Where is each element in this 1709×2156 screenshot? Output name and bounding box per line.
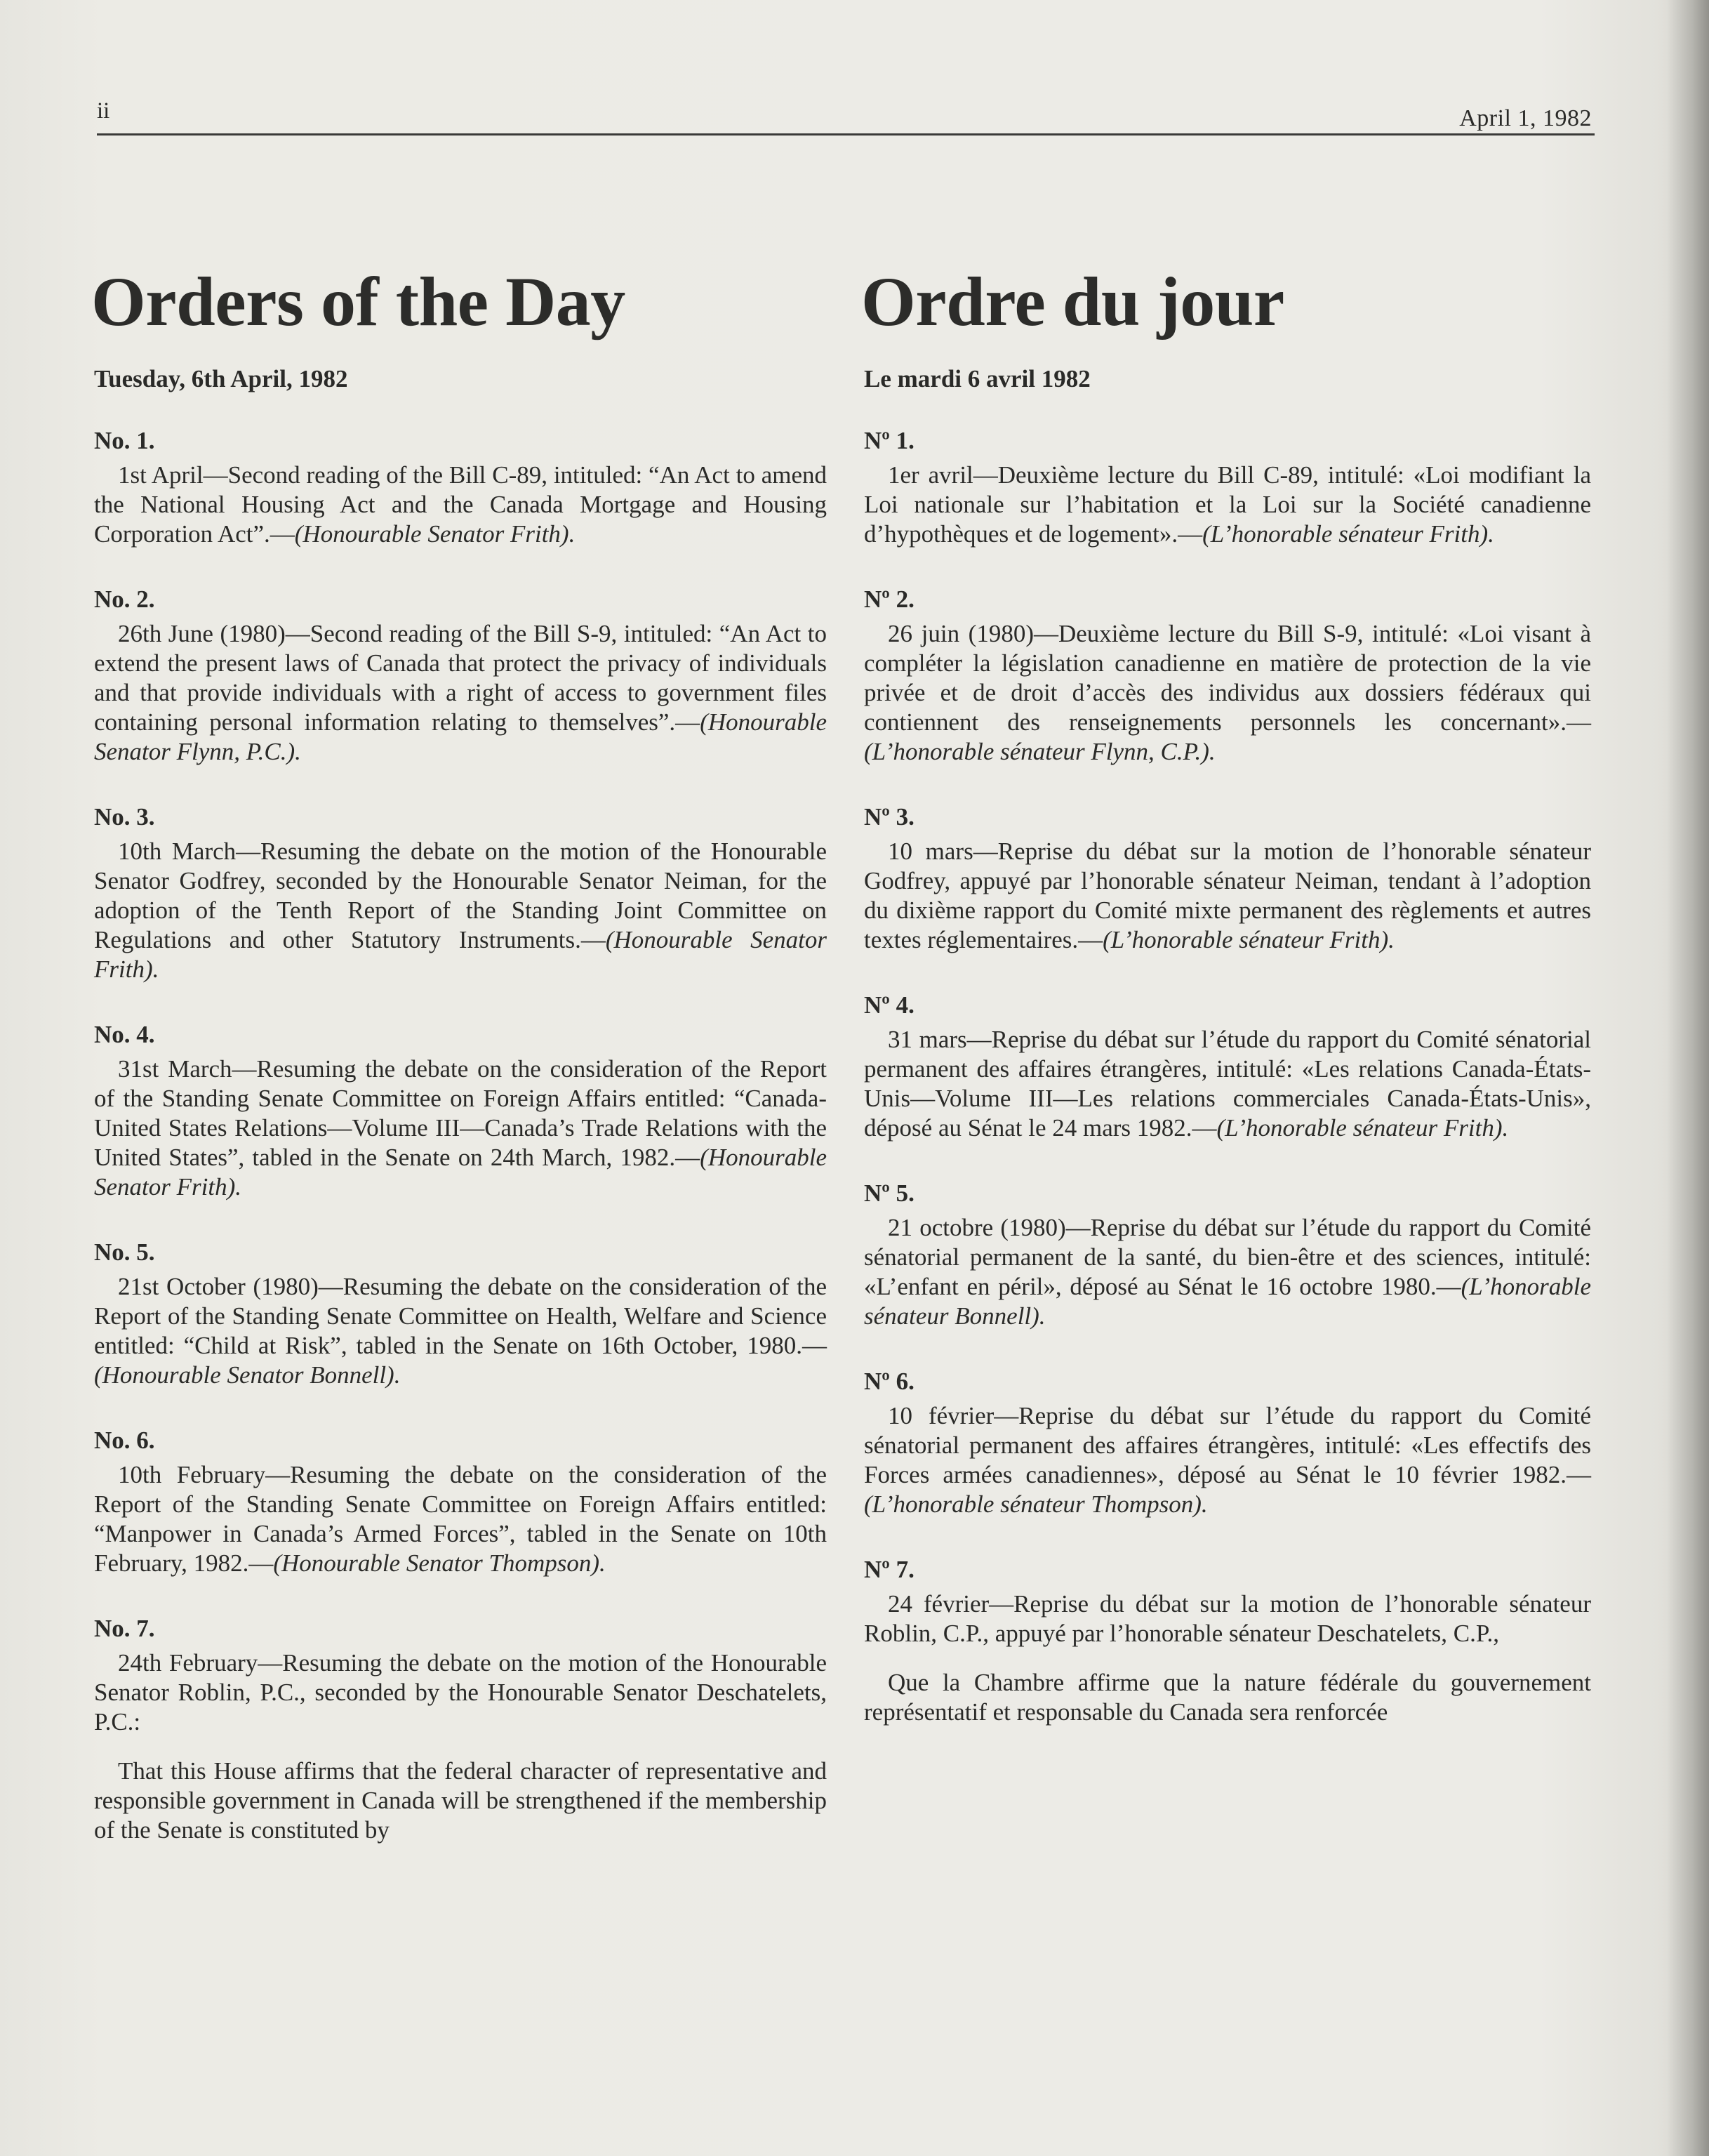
english-column [91, 260, 827, 1881]
item-number: Nº 2. [864, 586, 915, 613]
english-order-item [91, 427, 827, 549]
french-column [861, 260, 1591, 1764]
french-title: Ordre du jour [861, 263, 1284, 340]
french-order-item [861, 586, 1591, 767]
item-number: No. 3. [94, 803, 155, 831]
french-order-item [861, 1368, 1591, 1519]
item-sponsor: (Honourable Senator Frith). [294, 520, 576, 548]
page-gutter-shadow [1667, 0, 1709, 2156]
item-sponsor: (Honourable Senator Bonnell). [94, 1361, 401, 1389]
item-number: No. 2. [94, 586, 155, 613]
item-sponsor: (L’honorable sénateur Flynn, C.P.). [864, 738, 1216, 765]
item-sponsor: (Honourable Senator Frith). [94, 926, 827, 983]
english-order-item [91, 1615, 827, 1845]
item-sponsor: (L’honorable sénateur Bonnell). [864, 1273, 1591, 1330]
item-number: Nº 1. [864, 427, 915, 454]
english-order-item [91, 1427, 827, 1578]
english-title: Orders of the Day [91, 263, 625, 340]
french-order-item [861, 427, 1591, 549]
english-order-item [91, 586, 827, 767]
item-continuation: Que la Chambre affirme que la nature fédérale du gouvernement représentatif et responsable du Canada sera renforcée [864, 1669, 1591, 1726]
item-continuation: That this House affirms that the federal character of representative and responsible government in Canada will be strengthened if the membership of the Senate is constituted by [94, 1757, 827, 1844]
french-sitting-date: Le mardi 6 avril 1982 [864, 365, 1091, 392]
item-number: Nº 6. [864, 1368, 915, 1395]
item-text: 10th February—Resuming the debate on the consideration of the Report of the Standing Senate Committee on Foreign Affairs entitled: “Manpower in Canada’s Armed Forces”, tabled in the Senate on 10th February, 1982.—(Honourable Senator Thompson). [94, 1461, 827, 1577]
item-number: No. 7. [94, 1615, 155, 1642]
item-text: 31 mars—Reprise du débat sur l’étude du rapport du Comité sénatorial permanent des affaires étrangères, intitulé: «Les relations Canada-États-Unis—Volume III—Les relations commerciales Canada-États-Unis», déposé au Sénat le 24 mars 1982.—(L’honorable sénateur Frith). [864, 1026, 1591, 1142]
item-number: No. 5. [94, 1238, 155, 1266]
item-text: 26th June (1980)—Second reading of the Bill S-9, intituled: “An Act to extend the present laws of Canada that protect the privacy of individuals and that provide individuals with a right of access to government files containing personal information relating to themselves”.—(Honourable Senator Flynn, P.C.). [94, 620, 827, 765]
english-order-item [91, 1021, 827, 1202]
item-sponsor: (Honourable Senator Flynn, P.C.). [94, 708, 827, 765]
item-sponsor: (Honourable Senator Frith). [94, 1144, 827, 1201]
item-text: 24 février—Reprise du débat sur la motion de l’honorable sénateur Roblin, C.P., appuyé par l’honorable sénateur Deschatelets, C.P., [864, 1590, 1591, 1647]
page-number: ii [97, 98, 110, 124]
item-text: 21st October (1980)—Resuming the debate on the consideration of the Report of the Standing Senate Committee on Health, Welfare and Science entitled: “Child at Risk”, tabled in the Senate on 16th October, 1980.—(Honourable Senator Bonnell). [94, 1273, 827, 1389]
item-text: 21 octobre (1980)—Reprise du débat sur l’étude du rapport du Comité sénatorial permanent de la santé, du bien-être et des sciences, intitulé: «L’enfant en péril», déposé au Sénat le 16 octobre 1980.—(L’honorable sénateur Bonnell). [864, 1214, 1591, 1330]
english-order-item [91, 803, 827, 984]
item-text: 1er avril—Deuxième lecture du Bill C-89, intitulé: «Loi modifiant la Loi nationale sur l’habitation et la Loi sur la Société canadienne d’hypothèques et de logement».—(L’honorable sénateur Frith). [864, 461, 1591, 548]
item-number: No. 1. [94, 427, 155, 454]
item-sponsor: (L’honorable sénateur Thompson). [864, 1490, 1208, 1518]
item-text: 31st March—Resuming the debate on the consideration of the Report of the Standing Senate Committee on Foreign Affairs entitled: “Canada-United States Relations—Volume III—Canada’s Trade Relations with the United States”, tabled in the Senate on 24th March, 1982.—(Honourable Senator Frith). [94, 1055, 827, 1201]
item-text: 24th February—Resuming the debate on the motion of the Honourable Senator Roblin, P.C., seconded by the Honourable Senator Deschatelets, P.C.: [94, 1649, 827, 1735]
english-order-item [91, 1238, 827, 1390]
item-sponsor: (Honourable Senator Thompson). [273, 1549, 606, 1577]
french-order-item [861, 1556, 1591, 1727]
item-number: Nº 5. [864, 1179, 915, 1207]
item-text: 10th March—Resuming the debate on the motion of the Honourable Senator Godfrey, seconded by the Honourable Senator Neiman, for the adoption of the Tenth Report of the Standing Joint Committee on Regulations and other Statutory Instruments.—(Honourable Senator Frith). [94, 838, 827, 983]
french-order-item [861, 991, 1591, 1143]
item-number: No. 4. [94, 1021, 155, 1048]
item-sponsor: (L’honorable sénateur Frith). [1216, 1114, 1509, 1142]
item-text: 10 février—Reprise du débat sur l’étude du rapport du Comité sénatorial permanent des affaires étrangères, intitulé: «Les effectifs des Forces armées canadiennes», déposé au Sénat le 10 février 1982.—(L’honorable sénateur Thompson). [864, 1402, 1591, 1518]
french-order-item [861, 803, 1591, 955]
english-sitting-date: Tuesday, 6th April, 1982 [94, 365, 348, 392]
item-text: 1st April—Second reading of the Bill C-89, intituled: “An Act to amend the National Housing Act and the Canada Mortgage and Housing Corporation Act”.—(Honourable Senator Frith). [94, 461, 827, 548]
item-sponsor: (L’honorable sénateur Frith). [1202, 520, 1494, 548]
french-order-item [861, 1179, 1591, 1331]
item-text: 10 mars—Reprise du débat sur la motion de l’honorable sénateur Godfrey, appuyé par l’honorable sénateur Neiman, tendant à l’adoption du dixième rapport du Comité mixte permanent des règlements et autres textes réglementaires.—(L’honorable sénateur Frith). [864, 838, 1591, 953]
item-number: No. 6. [94, 1427, 155, 1454]
item-sponsor: (L’honorable sénateur Frith). [1103, 926, 1395, 953]
running-header [97, 98, 1595, 135]
header-date: April 1, 1982 [1459, 105, 1592, 131]
item-number: Nº 7. [864, 1556, 915, 1583]
item-number: Nº 4. [864, 991, 915, 1019]
item-number: Nº 3. [864, 803, 915, 831]
item-text: 26 juin (1980)—Deuxième lecture du Bill S-9, intitulé: «Loi visant à compléter la législation canadienne en matière de protection de la vie privée et de droit d’accès des individus aux dossiers fédéraux qui contiennent des renseignements personnels les concernant».—(L’honorable sénateur Flynn, C.P.). [864, 620, 1591, 765]
